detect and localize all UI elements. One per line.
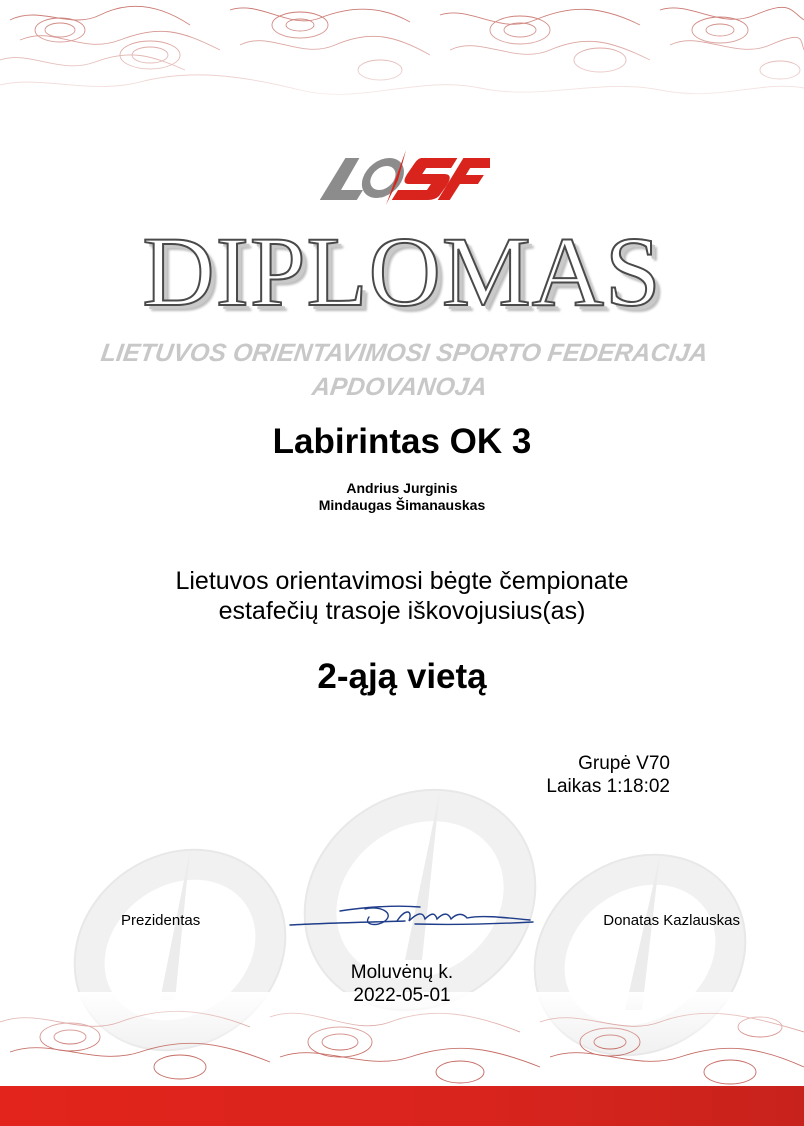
member-name: Mindaugas Šimanauskas [318, 497, 486, 513]
team-members [0, 480, 804, 514]
location-date [0, 961, 804, 1007]
team-name: Labirintas OK 3 [272, 422, 532, 461]
footer-red-band [0, 1086, 804, 1126]
federation-name: LIETUVOS ORIENTAVIMOSI SPORTO FEDERACIJA [99, 339, 710, 367]
president-label: Prezidentas [121, 912, 201, 929]
president-name: Donatas Kazlauskas [603, 912, 740, 929]
time-label: Laikas 1:18:02 [546, 776, 670, 797]
federation-awards: APDOVANOJA [310, 373, 489, 401]
federation-line [0, 336, 804, 404]
signature [285, 895, 535, 935]
location: Moluvėnų k. [350, 962, 454, 983]
topographic-pattern-bottom [0, 992, 804, 1092]
date: 2022-05-01 [353, 985, 451, 1006]
event-description [0, 566, 804, 626]
event-line: Lietuvos orientavimosi bėgte čempionate [175, 567, 629, 595]
losf-logo [320, 150, 490, 205]
diploma-title: DIPLOMAS [142, 216, 662, 327]
group-label: Grupė V70 [578, 753, 670, 774]
topographic-pattern-top [0, 0, 804, 110]
place-awarded: 2-ąją vietą [317, 657, 487, 696]
event-line: estafečių trasoje iškovojusius(as) [218, 597, 586, 625]
member-name: Andrius Jurginis [346, 480, 458, 496]
result-block [430, 752, 670, 798]
